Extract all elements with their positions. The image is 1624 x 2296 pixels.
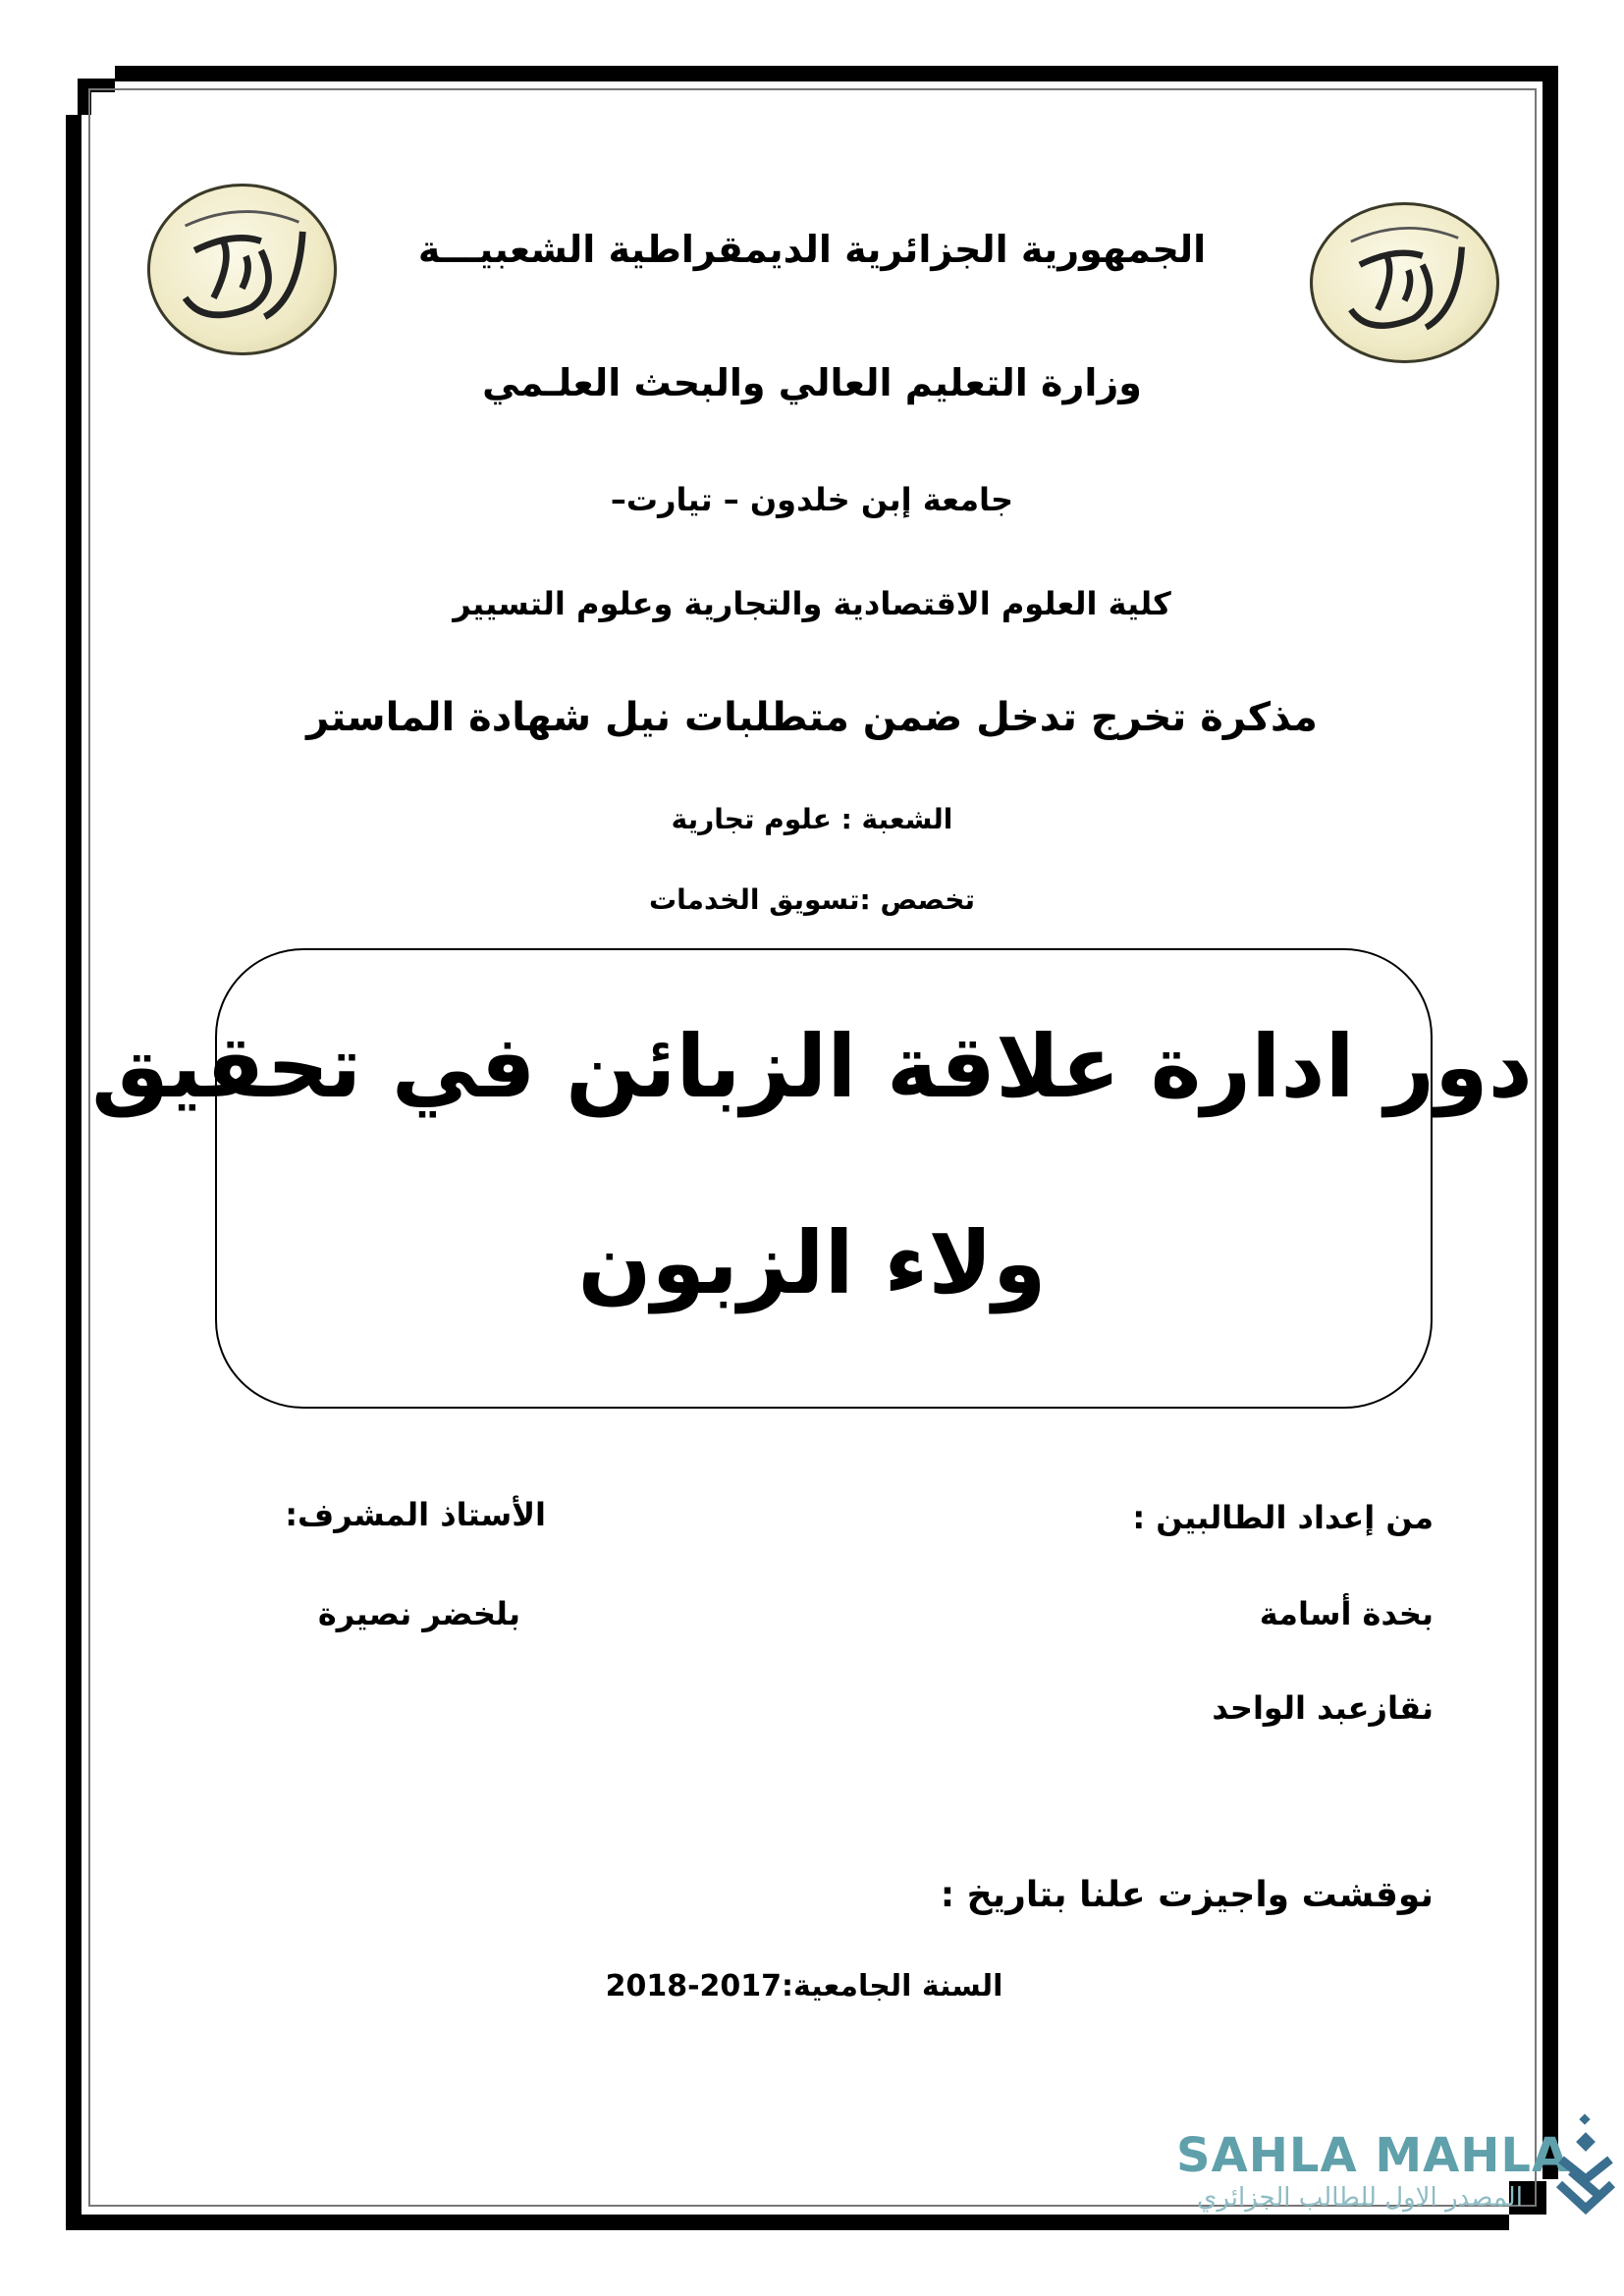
border-left <box>66 115 81 2230</box>
student-name-2: نقازعبد الواحد <box>1212 1689 1434 1727</box>
ministry-name: وزارة التعليم العالي والبحث العلـمي <box>482 361 1142 404</box>
border-bottom <box>66 2215 1509 2230</box>
specialty: تخصص :تسويق الخدمات <box>649 883 975 916</box>
watermark-logo-icon <box>1551 2110 1620 2218</box>
watermark-tagline: المصدر الاول للطالب الجزائري <box>1197 2183 1523 2213</box>
defense-date-label: نوقشت واجيزت علنا بتاريخ : <box>940 1875 1434 1915</box>
supervisor-name: بلخضر نصيرة <box>317 1595 520 1632</box>
students-label: من إعداد الطالبين : <box>1132 1499 1434 1536</box>
faculty-name: كلية العلوم الاقتصادية والتجارية وعلوم التسيير <box>453 585 1171 622</box>
university-name: جامعة إبن خلدون – تيارت– <box>610 481 1014 518</box>
thesis-title-line1: دور ادارة علاقة الزبائن في تحقيق <box>91 1016 1533 1117</box>
supervisor-label: الأستاذ المشرف: <box>285 1496 546 1533</box>
republic-name: الجمهورية الجزائرية الديمقراطية الشعبيـــة <box>417 228 1207 271</box>
border-top <box>115 66 1558 81</box>
branch: الشعبة : علوم تجارية <box>671 803 953 835</box>
student-name-1: بخدة أسامة <box>1259 1595 1434 1632</box>
thesis-type: مذكرة تخرج تدخل ضمن متطلبات نيل شهادة الماستر <box>306 695 1318 740</box>
academic-year: السنة الجامعية:2017-2018 <box>605 1969 1003 2003</box>
thesis-title-line2: ولاء الزبون <box>577 1212 1047 1313</box>
university-logo-right <box>1310 202 1499 363</box>
watermark-brand: SAHLA MAHLA <box>1176 2128 1570 2183</box>
